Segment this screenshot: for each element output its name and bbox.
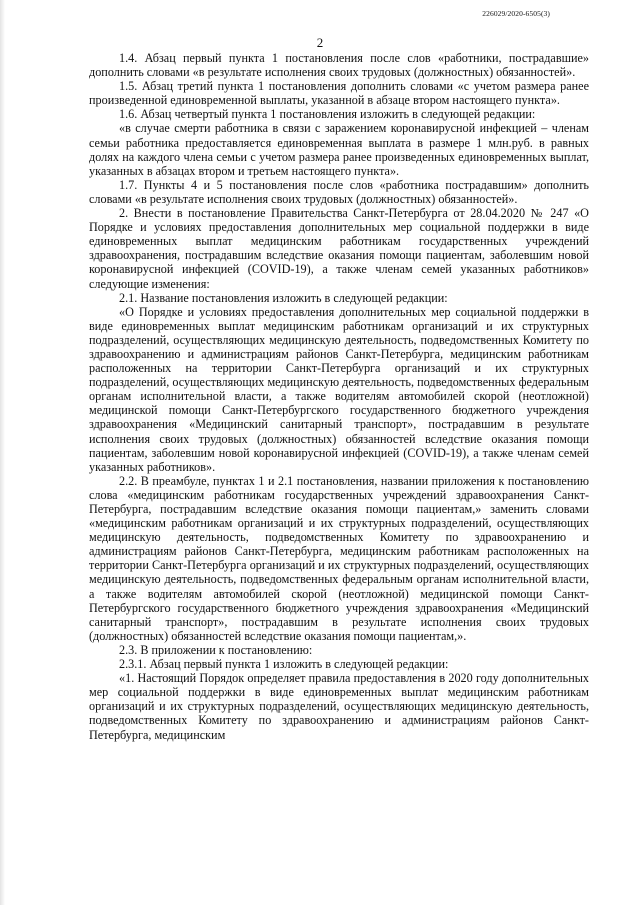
paragraph: 2.3. В приложении к постановлению: (119, 642, 313, 657)
document-body (89, 51, 589, 742)
paragraph: 2. Внести в постановление Правительства Санкт-Петербурга от 28.04.2020 № 247 «О Порядке и условиях предоставления дополнительных мер социальной поддержки в виде единовременных выплат медицинским работникам государственных учреждений здравоохранения, пострадавшим вследствие оказания помощи пациентам, заболевшим новой коронавирусной инфекцией (COVID-19), а также членам семей указанных работников» следующие изменения: (89, 206, 589, 291)
paragraph: 1.6. Абзац четвертый пункта 1 постановления изложить в следующей редакции: (119, 107, 536, 122)
paragraph: 2.1. Название постановления изложить в следующей редакции: (119, 290, 448, 305)
page-number: 2 (316, 35, 324, 50)
document-id: 226029/2020-6505(3) (482, 9, 550, 18)
paragraph: «1. Настоящий Порядок определяет правила предоставления в 2020 году дополнительных мер социальной поддержки в виде единовременных выплат медицинским работникам организаций и их структурных подразделений, осуществляющих медицинскую деятельность, подведомственных Комитету по здравоохранению и администрациям районов Санкт-Петербурга, медицинским (89, 671, 589, 742)
paragraph: «в случае смерти работника в связи с заражением коронавирусной инфекцией – членам семьи работника предоставляется единовременная выплата в размере 1 млн.руб. в равных долях на каждого члена семьи с учетом размера ранее произведенных единовременных выплат, указанных в абзацах втором и третьем настоящего пункта». (89, 121, 589, 178)
paragraph: «О Порядке и условиях предоставления дополнительных мер социальной поддержки в виде единовременных выплат медицинским работникам организаций и их структурных подразделений, осуществляющих медицинскую деятельность, подведомственных Комитету по здравоохранению и администрациям районов Санкт-Петербурга, медицинским работникам расположенных на территории Санкт-Петербурга организаций и их структурных подразделений, осуществляющих медицинскую деятельность, подведомственных федеральным органам исполнительной власти, а также водителям автомобилей скорой (неотложной) медицинской помощи Санкт-Петербургского государственного бюджетного учреждения здравоохранения «Медицинский санитарный транспорт», пострадавшим в результате исполнения своих трудовых (должностных) обязанностей вследствие оказания помощи пациентам, заболевшим новой коронавирусной инфекцией (COVID-19), а также членам семей указанных работников». (89, 304, 589, 474)
paragraph: 1.7. Пункты 4 и 5 постановления после слов «работника пострадавшим» дополнить словами «в результате исполнения своих трудовых (должностных) обязанностей». (89, 177, 589, 206)
page-edge-shadow (0, 0, 5, 905)
paragraph: 2.3.1. Абзац первый пункта 1 изложить в следующей редакции: (119, 657, 449, 672)
paragraph: 2.2. В преамбуле, пунктах 1 и 2.1 постановления, названии приложения к постановлению слова «медицинским работникам государственных учреждений здравоохранения Санкт-Петербурга, пострадавшим вследствие оказания помощи пациентам,» заменить словами «медицинским работникам организаций и их структурных подразделений, осуществляющих медицинскую деятельность, подведомственных Комитету по здравоохранению и администрациям районов Санкт-Петербурга, медицинским работникам расположенных на территории Санкт-Петербурга организаций и их структурных подразделений, осуществляющих медицинскую деятельность, подведомственных федеральным органам исполнительной власти, а также водителям автомобилей скорой (неотложной) медицинской помощи Санкт-Петербургского государственного бюджетного учреждения здравоохранения «Медицинский санитарный транспорт», пострадавшим в результате исполнения своих трудовых (должностных) обязанностей вследствие оказания помощи пациентам,». (89, 473, 589, 643)
paragraph: 1.4. Абзац первый пункта 1 постановления после слов «работники, пострадавшие» дополнить словами «в результате исполнения своих трудовых (должностных) обязанностей». (89, 51, 589, 80)
paragraph: 1.5. Абзац третий пункта 1 постановления дополнить словами «с учетом размера ранее произведенной единовременной выплаты, указанной в абзаце втором настоящего пункта». (89, 79, 589, 108)
